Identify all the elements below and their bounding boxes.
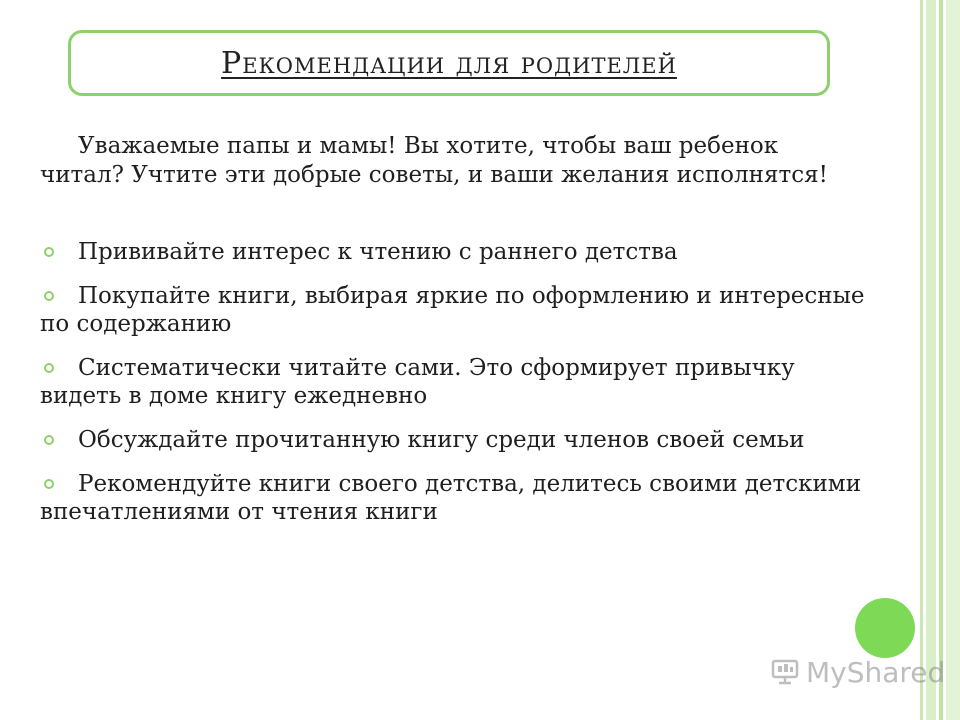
intro-paragraph: Уважаемые папы и мамы! Вы хотите, чтобы ваш ребенок читал? Учтите эти добрые советы, и ваши желания исполнятся! (40, 133, 828, 188)
tip-text: Обсуждайте прочитанную книгу среди членов своей семьи (78, 427, 805, 453)
tip-text: Рекомендуйте книги своего детства, делитесь своими детскими впечатлениями от чтения книги (40, 471, 862, 525)
list-item (40, 282, 866, 338)
watermark (770, 654, 945, 690)
slide-title: Рекомендации для родителей (221, 45, 677, 81)
presentation-screen-icon (770, 657, 800, 687)
slide-content (40, 132, 866, 542)
tips-list (40, 238, 866, 526)
list-item (40, 426, 866, 454)
list-item (40, 470, 866, 526)
circle-bullet-icon (44, 291, 54, 301)
list-item (40, 354, 866, 410)
tip-text: Покупайте книги, выбирая яркие по оформлению и интересные по содержанию (40, 283, 865, 337)
stripe (939, 0, 943, 720)
watermark-text: MyShared (806, 655, 946, 689)
circle-bullet-icon (44, 363, 54, 373)
stripe (926, 0, 936, 720)
title-box (68, 30, 830, 96)
stripe (920, 0, 923, 720)
green-circle-decoration (855, 598, 915, 658)
tip-text: Прививайте интерес к чтению с раннего детства (78, 239, 678, 265)
tip-text: Систематически читайте сами. Это сформирует привычку видеть в доме книгу ежедневно (40, 355, 795, 409)
circle-bullet-icon (44, 247, 54, 257)
stripe (946, 0, 960, 720)
circle-bullet-icon (44, 435, 54, 445)
decorative-stripes (920, 0, 960, 720)
list-item (40, 238, 866, 266)
circle-bullet-icon (44, 479, 54, 489)
